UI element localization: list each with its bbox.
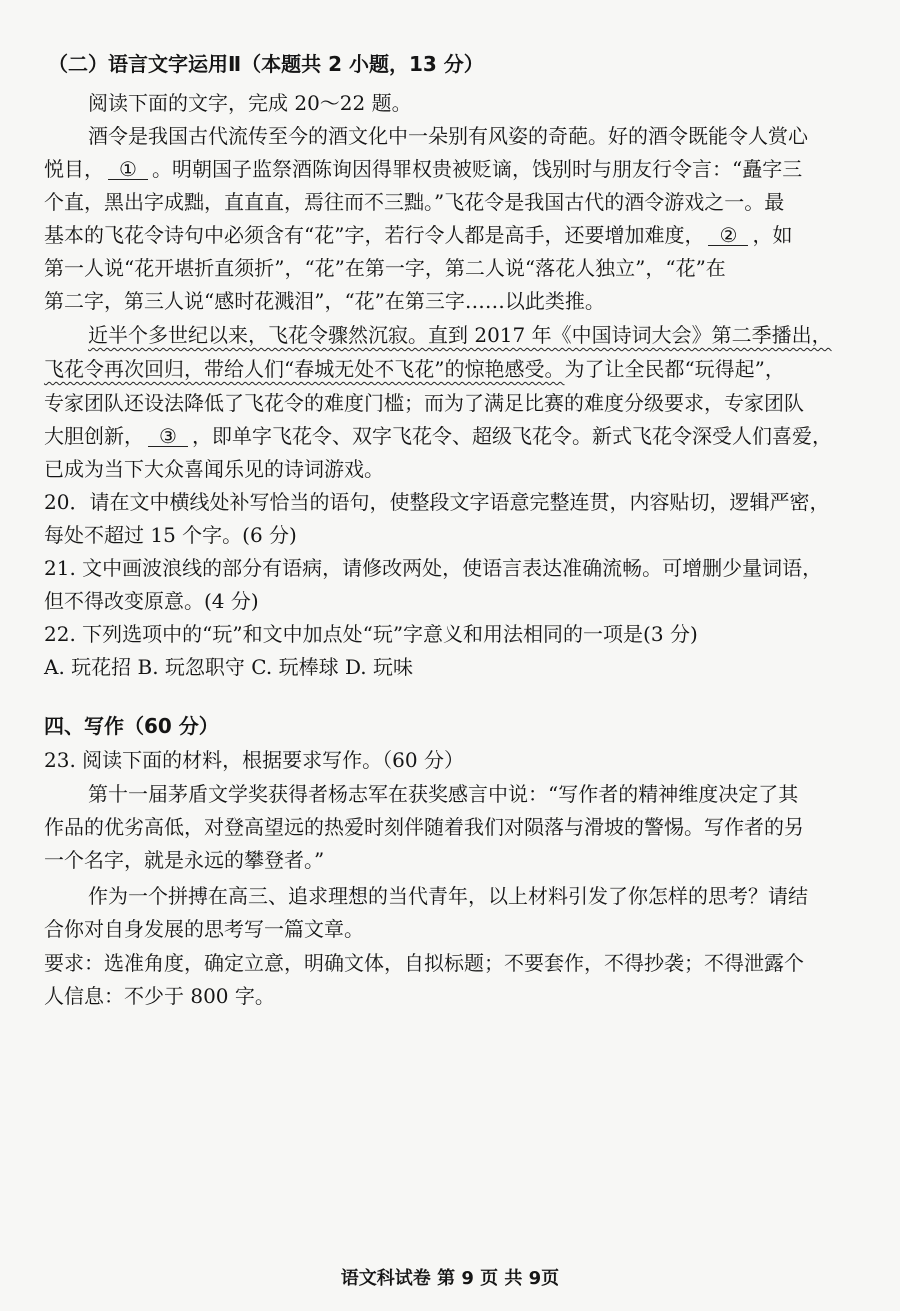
blank-1: ① (108, 159, 148, 180)
question-22-options: A. 玩花招 B. 玩忽职守 C. 玩棒球 D. 玩味 (44, 655, 413, 679)
text-segment: 为了让全民都“玩得起”， (564, 357, 785, 381)
wavy-underlined-text: 飞花令再次回归，带给人们“春城无处不飞花”的惊艳感受。 (44, 357, 565, 381)
text-segment: 基本的飞花令诗句中必须含有“花”字，若行令人都是高手，还要增加难度， (44, 223, 705, 247)
prompt-line: 作为一个拼搏在高三、追求理想的当代青年，以上材料引发了你怎样的思考？请结 (88, 884, 808, 908)
question-21: 21. 文中画波浪线的部分有语病，请修改两处，使语言表达准确流畅。可增删少量词语， (44, 556, 823, 580)
blank-3: ③ (148, 426, 188, 447)
prompt-line: 合你对自身发展的思考写一篇文章。 (44, 917, 364, 941)
text-segment: 大胆创新， (44, 424, 144, 448)
requirements-line: 要求：选准角度，确定立意，明确文体，自拟标题；不要套作，不得抄袭；不得泄露个 (44, 951, 804, 975)
passage-line (44, 157, 860, 181)
question-23: 23. 阅读下面的材料，根据要求写作。（60 分） (44, 748, 464, 772)
blank-2: ② (708, 225, 748, 246)
passage-line (88, 323, 900, 347)
material-line: 作品的优劣高低，对登高望远的热爱时刻伴随着我们对陨落与滑坡的警惕。写作者的另 (44, 815, 804, 839)
passage-line (44, 223, 860, 247)
passage-line: 已成为当下大众喜闻乐见的诗词游戏。 (44, 457, 384, 481)
passage-line: 个直，黑出字成黜，直直直，焉往而不三黜。”飞花令是我国古代的酒令游戏之一。最 (44, 190, 785, 214)
text-segment: 。明朝国子监祭酒陈询因得罪权贵被贬谪，饯别时与朋友行令言：“矗字三 (152, 157, 803, 181)
question-20-cont: 每处不超过 15 个字。(6 分) (44, 523, 297, 547)
question-20: 20．请在文中横线处补写恰当的语句，使整段文字语意完整连贯，内容贴切，逻辑严密， (44, 490, 830, 514)
section-heading: （二）语言文字运用Ⅱ（本题共 2 小题，13 分） (48, 52, 484, 76)
text-segment: ，如 (752, 223, 793, 247)
text-segment: ，即单字飞花令、双字飞花令、超级飞花令。新式飞花令深受人们喜爱， (192, 424, 832, 448)
material-line: 一个名字，就是永远的攀登者。” (44, 848, 325, 872)
passage-line: 第一人说“花开堪折直须折”，“花”在第一字，第二人说“落花人独立”，“花”在 (44, 256, 726, 280)
section-instruction: 阅读下面的文字，完成 20～22 题。 (88, 91, 412, 115)
material-line: 第十一届茅盾文学奖获得者杨志军在获奖感言中说：“写作者的精神维度决定了其 (88, 782, 799, 806)
passage-line: 第二字，第三人说“感时花溅泪”，“花”在第三字……以此类推。 (44, 289, 605, 313)
page-footer: 语文科试卷 第 9 页 共 9页 (340, 1268, 560, 1289)
requirements-line: 人信息：不少于 800 字。 (44, 984, 275, 1008)
passage-line: 酒令是我国古代流传至今的酒文化中一朵别有风姿的奇葩。好的酒令既能令人赏心 (88, 124, 808, 148)
question-21-cont: 但不得改变原意。(4 分) (44, 589, 259, 613)
wavy-underlined-text: 近半个多世纪以来，飞花令骤然沉寂。直到 2017 年《中国诗词大会》第二季播出， (88, 323, 832, 347)
passage-line (44, 424, 860, 448)
text-segment: 悦目， (44, 157, 104, 181)
passage-line (44, 357, 860, 381)
passage-line: 专家团队还设法降低了飞花令的难度门槛；而为了满足比赛的难度分级要求，专家团队 (44, 391, 804, 415)
question-22: 22. 下列选项中的“玩”和文中加点处“玩”字意义和用法相同的一项是(3 分) (44, 622, 698, 646)
writing-heading: 四、写作（60 分） (44, 714, 219, 738)
